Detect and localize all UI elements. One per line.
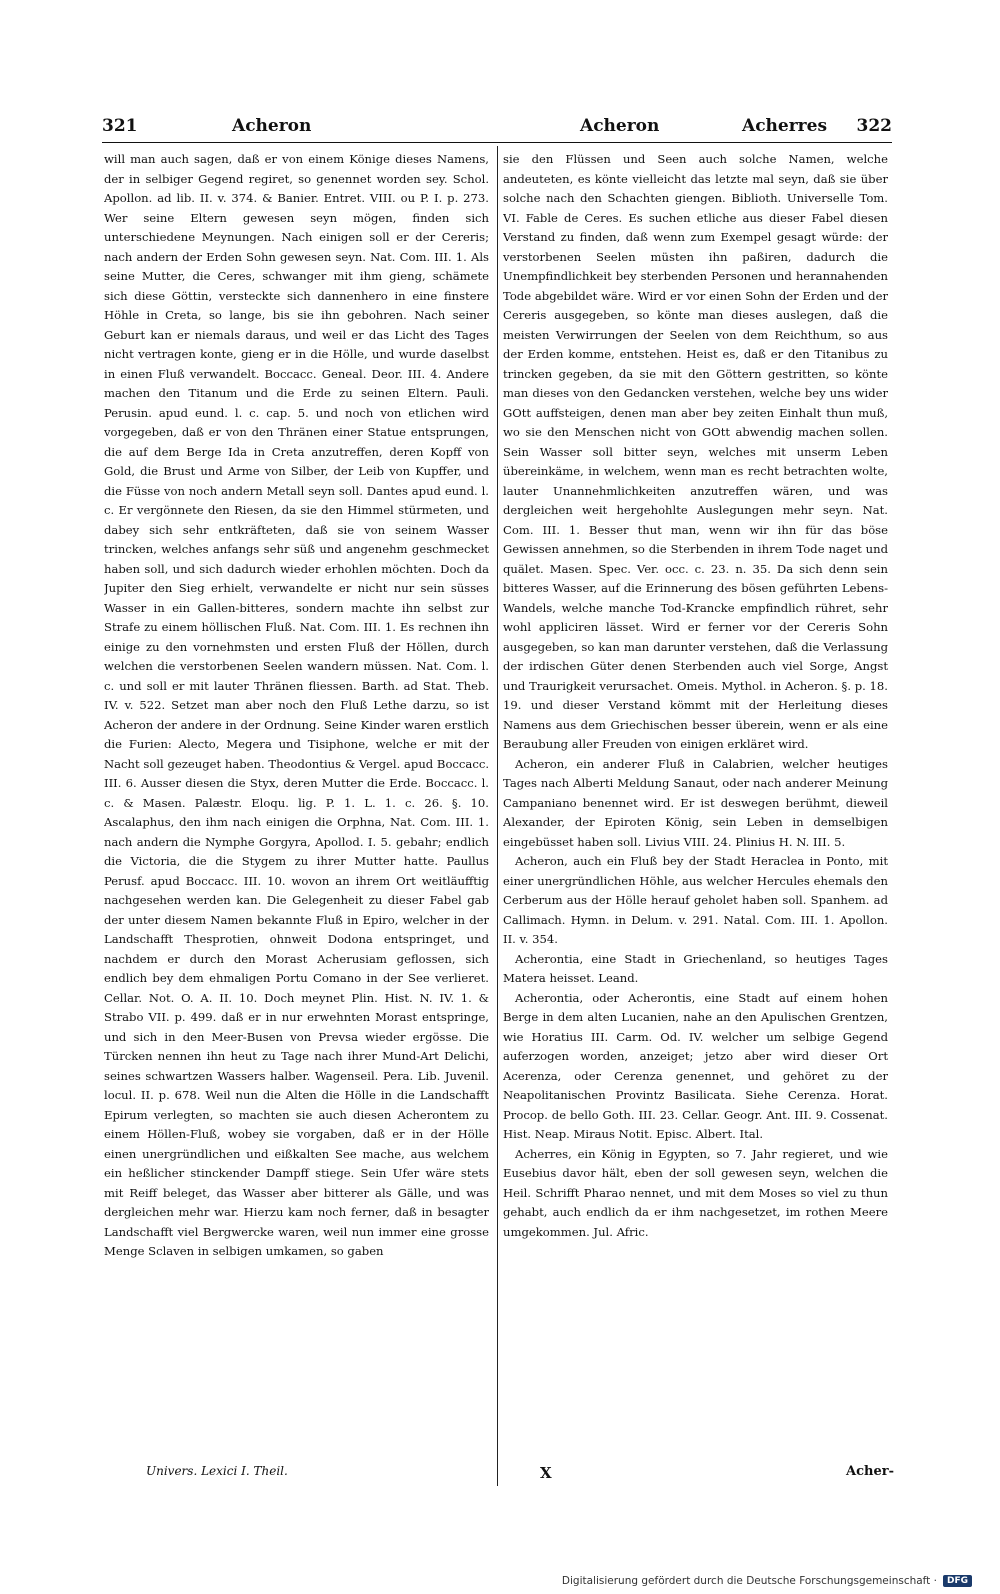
entry-acheron-calabria: Acheron, ein anderer Fluß in Calabrien, welcher heutiges Tages nach Alberti Meldung Sanaut, oder nach anderer Meinung Campaniano benennet wird. Er ist deswegen berühmt, dieweil Alexander, der Epiroten König, sein Leben in demselbigen eingebüsset haben soll. Livius VIII. 24. Plinius H. N. III. 5. <box>503 756 888 849</box>
running-title-right-second: Acherres <box>742 116 828 136</box>
right-column <box>503 150 888 1470</box>
signature-mark: X <box>540 1464 552 1482</box>
entry-acherres: Acherres, ein König in Egypten, so 7. Jahr regieret, und wie Eusebius davor hält, eben der soll gewesen seyn, welchen die Heil. Schrifft Pharao nennet, und mit dem Moses so viel zu thun gehabt, auch endlich da er ihm nachgesetzet, im rothen Meere umgekommen. Jul. Afric. <box>503 1146 888 1239</box>
header-rule <box>102 142 892 143</box>
column-divider <box>497 146 498 1486</box>
left-column <box>104 150 489 1450</box>
entry-acherontia-lucania: Acherontia, oder Acherontis, eine Stadt auf einem hohen Berge in dem alten Lucanien, nahe an den Apulischen Grentzen, wie Horatius III. Carm. Od. IV. welcher um selbige Gegend auferzogen worden, anzeiget; jetzo aber wird dieser Ort Acerenza, oder Cerenza genennet, und gehöret zu der Neapolitanischen Provintz Basilicata. Siehe Cerenza. Horat. Procop. de bello Goth. III. 23. Cellar. Geogr. Ant. III. 9. Cossenat. Hist. Neap. Miraus Notit. Episc. Albert. Ital. <box>503 990 888 1141</box>
volume-note: Univers. Lexici I. Theil. <box>146 1464 288 1478</box>
dfg-logo-icon: DFG <box>943 1575 972 1587</box>
entry-acherontia-greece: Acherontia, eine Stadt in Griechenland, so heutiges Tages Matera heisset. Leand. <box>503 951 888 985</box>
page-number-left: 321 <box>102 116 138 136</box>
entry-acheron-heraclea: Acheron, auch ein Fluß bey der Stadt Heraclea in Ponto, mit einer unergründlichen Höhle, aus welcher Hercules ehemals den Cerberum aus der Hölle herauf geholet haben soll. Spanhem. ad Callimach. Hymn. in Delum. v. 291. Natal. Com. III. 1. Apollon. II. v. 354. <box>503 854 888 946</box>
running-header <box>102 116 892 142</box>
catchword: Acher- <box>846 1464 894 1479</box>
page-number-right: 322 <box>856 116 892 136</box>
running-title-right-first: Acheron <box>580 116 660 136</box>
entry-paragraph: will man auch sagen, daß er von einem Könige dieses Namens, der in selbiger Gegend regiret, so genennet worden sey. Schol. Apollon. ad lib. II. v. 374. & Banier. Entret. VIII. ou P. I. p. 273. Wer seine Eltern gewesen seyn mögen, finden sich unterschiedene Meynungen. Nach einigen soll er der Cereris; nach andern der Erden Sohn gewesen seyn. Nat. Com. III. 1. Als seine Mutter, die Ceres, schwanger mit ihm gieng, schämete sich diese Göttin, versteckte sich dannenhero in eine finstere Höhle in Creta, so lange, bis sie ihn gebohren. Nach seiner Geburt kan er niemals daraus, und weil er das Licht des Tages nicht vertragen konte, gieng er in die Hölle, und wurde daselbst in einen Fluß verwandelt. Boccacc. Geneal. Deor. III. 4. Andere machen den Titanum und die Erde zu seinen Eltern. Pauli. Perusin. apud eund. l. c. cap. 5. und noch von etlichen wird vorgegeben, daß er von den Thränen einer Statue entsprungen, die auf dem Berge Ida in Creta anzutreffen, deren Kopff von Gold, die Brust und Arme von Silber, der Leib von Kupffer, und die Füsse von noch andern Metall seyn soll. Dantes apud eund. l. c. Er vergönnete den Riesen, da sie den Himmel stürmeten, und dabey sich sehr entkräfteten, daß sie von seinem Wasser trincken, welches anfangs sehr süß und angenehm geschmecket haben soll, und sich dadurch wieder erhohlen möchten. Doch da Jupiter den Sieg erhielt, verwandelte er nicht nur sein süsses Wasser in ein Gallen-bitteres, sondern machte ihn selbst zur Strafe zu einem höllischen Fluß. Nat. Com. III. 1. Es rechnen ihn einige zu den vornehmsten und ersten Fluß der Höllen, durch welchen die verstorbenen Seelen wandern müssen. Nat. Com. l. c. und soll er mit lauter Thränen fliessen. Barth. ad Stat. Theb. IV. v. 522. Setzet man aber noch den Fluß Lethe darzu, so ist Acheron der andere in der Ordnung. Seine Kinder waren erstlich die Furien: Alecto, Megera und Tisiphone, welche er mit der Nacht soll gezeuget haben. Theodontius & Vergel. apud Boccacc. III. 6. Ausser diesen die Styx, deren Mutter die Erde. Boccacc. l. c. & Masen. Palæstr. Eloqu. lig. P. 1. L. 1. c. 26. §. 10. Ascalaphus, den ihm nach einigen die Orphna, Nat. Com. III. 1. nach andern die Nymphe Gorgyra, Apollod. I. 5. gebahr; endlich die Victoria, die die Stygem zu ihrer Mutter hatte. Paullus Perusf. apud Boccacc. III. 10. wovon an ihrem Ort weitläufftig nachgesehen werden kan. Die Gelegenheit zu dieser Fabel gab der unter diesem Namen bekannte Fluß in Epiro, welcher in der Landschafft Thesprotien, ohnweit Dodona entspringet, und nachdem er durch den Morast Acherusiam geflossen, sich endlich bey dem ehmaligen Portu Comano in der See verlieret. Cellar. Not. O. A. II. 10. Doch meynet Plin. Hist. N. IV. 1. & Strabo VII. p. 499. daß er in nur erwehnten Morast entspringe, und sich in den Meer-Busen von Prevsa wieder ergösse. Die Türcken nennen ihn heut zu Tage nach ihrer Mund-Art Delichi, seines schwartzen Wassers halber. Wagenseil. Pera. Lib. Juvenil. locul. II. p. 678. Weil nun die Alten die Hölle in die Landschafft Epirum verlegten, so machten sie auch diesen Acherontem zu einem Höllen-Fluß, wobey sie vorgaben, daß er in der Hölle einen unergründlichen und eißkalten See mache, aus welchem ein heßlicher stinckender Dampff stiege. Sein Ufer wäre stets mit Reiff beleget, das Wasser aber bitterer als Gälle, und was dergleichen mehr war. Hierzu kam noch ferner, daß in besagter Landschafft viel Bergwercke waren, weil nun immer eine grosse Menge Sclaven in selbigen umkamen, so gaben <box>104 152 489 1258</box>
digitization-credit <box>562 1572 972 1590</box>
running-title-left: Acheron <box>232 116 312 136</box>
credit-text: Digitalisierung gefördert durch die Deutsche Forschungsgemeinschaft · <box>561 1575 937 1587</box>
entry-paragraph: sie den Flüssen und Seen auch solche Namen, welche andeuteten, es könte vielleicht das letzte mal seyn, daß sie über solche nach den Schachten giengen. Biblioth. Universelle Tom. VI. Fable de Ceres. Es suchen etliche aus dieser Fabel diesen Verstand zu finden, daß wenn zum Exempel gesagt würde: der verstorbenen Seelen müsten ihn paßiren, dadurch die Unempfindlichkeit bey sterbenden Personen und herannahenden Tode abgebildet wäre. Wird er vor einen Sohn der Erden und der Cereris ausgegeben, so könte man dieses auslegen, daß die meisten Verwirrungen der Seelen von dem Reichthum, so aus der Erden komme, entstehen. Heist es, daß er den Titanibus zu trincken gegeben, da sie mit den Göttern gestritten, so könte man dieses von den Gedancken verstehen, welche bey uns wider GOtt auffsteigen, denen man aber bey zeiten Einhalt thun muß, wo sie den Menschen nicht von GOtt abwendig machen sollen. Sein Wasser soll bitter seyn, welches mit unserm Leben übereinkäme, in welchem, wenn man es recht betrachten wolte, lauter Unannehmlichkeiten anzutreffen wären, und was dergleichen weit hergehohlte Auslegungen mehr seyn. Nat. Com. III. 1. Besser thut man, wenn wir ihn für das böse Gewissen annehmen, so die Sterbenden in ihrem Tode naget und quälet. Masen. Spec. Ver. occ. c. 23. n. 35. Da sich denn sein bitteres Wasser, auf die Erinnerung des bösen geführten Lebens-Wandels, welche manche Tod-Krancke empfindlich rühret, sehr wohl appliciren lässet. Wird er ferner vor der Cereris Sohn ausgegeben, so kan man darunter verstehen, daß die Verlassung der irdischen Güter denen Sterbenden auch viel Sorge, Angst und Traurigkeit verursachet. Omeis. Mythol. in Acheron. §. p. 18. 19. und dieser Verstand kömmt mit der Herleitung dieses Namens aus dem Griechischen besser überein, wenn er als eine Beraubung aller Freuden von einigen erkläret wird. <box>503 152 888 751</box>
